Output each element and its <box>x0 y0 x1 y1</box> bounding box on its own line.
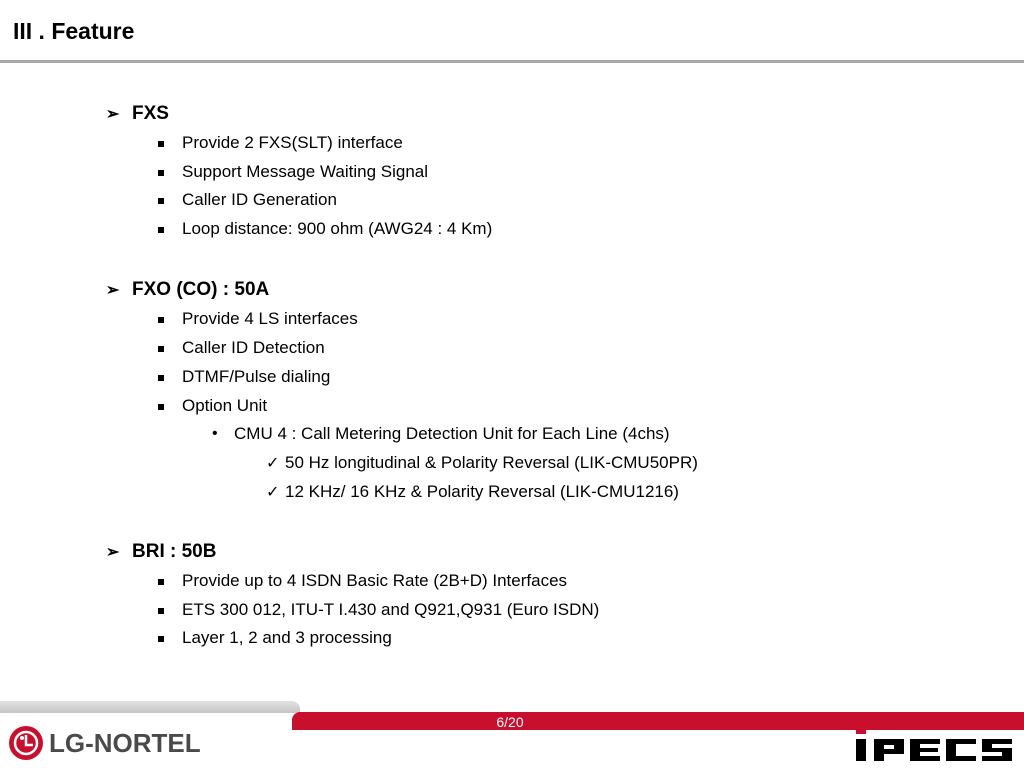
ipecs-wordmark <box>856 730 1012 761</box>
sub-sub-list-item-text: 50 Hz longitudinal & Polarity Reversal (LIK-CMU50PR) <box>285 453 698 472</box>
footer-gray-band <box>0 701 300 713</box>
square-bullet-icon <box>156 571 182 591</box>
list-item <box>156 190 337 210</box>
lg-face-icon <box>9 726 43 760</box>
sub-sub-list-item <box>266 482 679 502</box>
square-bullet-icon <box>156 219 182 239</box>
list-item-text: Provide up to 4 ISDN Basic Rate (2B+D) Interfaces <box>182 571 568 590</box>
arrow-bullet-icon: ➢ <box>106 106 120 123</box>
check-icon: ✓ <box>266 484 280 501</box>
dot-bullet-icon: • <box>212 425 218 442</box>
square-bullet-icon <box>156 628 182 648</box>
list-item-text: Provide 2 FXS(SLT) interface <box>182 133 403 152</box>
list-item <box>156 628 392 648</box>
ipecs-logo <box>846 730 1018 764</box>
sub-list-item-text: CMU 4 : Call Metering Detection Unit for Each Line (4chs) <box>234 424 670 443</box>
square-bullet-icon <box>156 309 182 329</box>
list-item <box>156 600 599 620</box>
list-item-text: Caller ID Detection <box>182 338 325 357</box>
list-item <box>156 367 330 387</box>
square-bullet-icon <box>156 133 182 153</box>
check-icon: ✓ <box>266 455 280 472</box>
square-bullet-icon <box>156 162 182 182</box>
section-heading-text: FXO (CO) : 50A <box>132 279 270 300</box>
list-item <box>156 162 428 182</box>
list-item-text: Layer 1, 2 and 3 processing <box>182 628 392 647</box>
section-heading <box>106 541 216 563</box>
list-item <box>156 338 325 358</box>
list-item-text: Option Unit <box>182 396 268 415</box>
square-bullet-icon <box>156 396 182 416</box>
sub-list-item <box>212 424 670 444</box>
arrow-bullet-icon: ➢ <box>106 544 120 561</box>
page-number: 6/20 <box>496 714 524 730</box>
section-heading <box>106 103 169 125</box>
square-bullet-icon <box>156 600 182 620</box>
page-title: III . Feature <box>13 18 135 44</box>
sub-sub-list-item-text: 12 KHz/ 16 KHz & Polarity Reversal (LIK-CMU1216) <box>285 482 679 501</box>
lg-nortel-wordmark: LG-NORTEL <box>49 727 201 758</box>
list-item-text: Support Message Waiting Signal <box>182 162 429 181</box>
lg-nortel-logo <box>9 726 201 760</box>
arrow-bullet-icon: ➢ <box>106 282 120 299</box>
section-heading-text: FXS <box>132 103 169 124</box>
square-bullet-icon <box>156 367 182 387</box>
section-heading-text: BRI : 50B <box>132 541 217 562</box>
sub-sub-list-item <box>266 453 698 473</box>
list-item <box>156 219 492 239</box>
square-bullet-icon <box>156 338 182 358</box>
list-item-text: Loop distance: 900 ohm (AWG24 : 4 Km) <box>182 219 493 238</box>
list-item <box>156 133 403 153</box>
section-heading <box>106 279 269 301</box>
list-item <box>156 571 567 591</box>
list-item-text: DTMF/Pulse dialing <box>182 367 331 386</box>
footer-red-band <box>292 712 1024 730</box>
list-item <box>156 309 358 329</box>
list-item-text: Caller ID Generation <box>182 190 337 209</box>
list-item-text: ETS 300 012, ITU-T I.430 and Q921,Q931 (Euro ISDN) <box>182 600 600 619</box>
list-item <box>156 396 267 416</box>
square-bullet-icon <box>156 190 182 210</box>
list-item-text: Provide 4 LS interfaces <box>182 309 358 328</box>
